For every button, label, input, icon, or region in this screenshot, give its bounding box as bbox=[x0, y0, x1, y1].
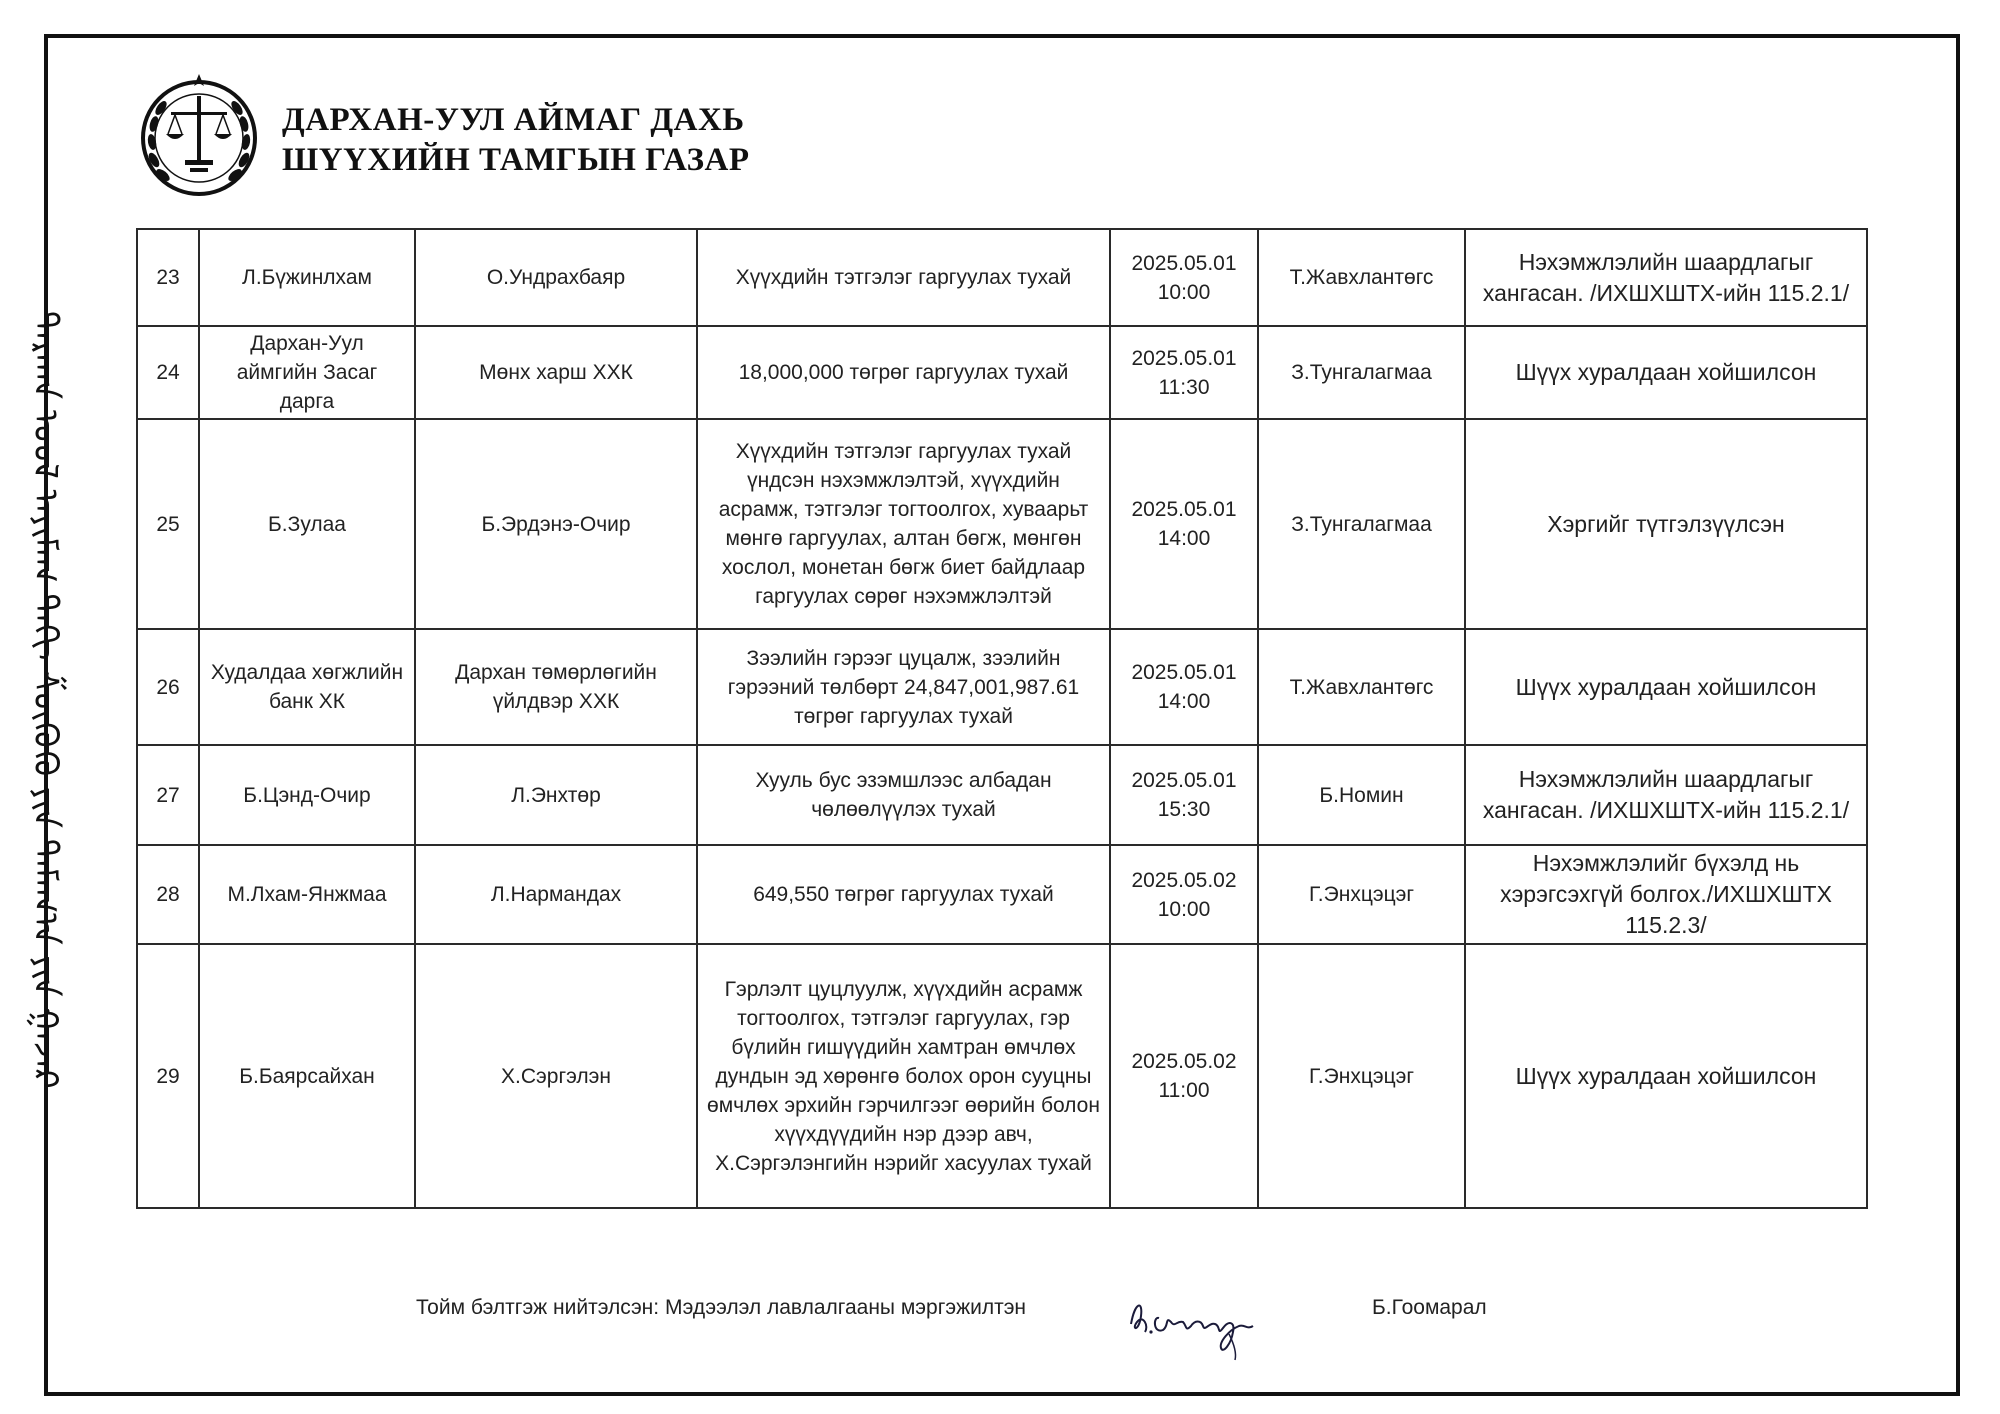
hearing-time: 11:00 bbox=[1158, 1079, 1210, 1102]
plaintiff-cell: Б.Цэнд-Очир bbox=[199, 745, 415, 845]
hearing-date: 2025.05.02 bbox=[1131, 1050, 1237, 1073]
table-row bbox=[137, 745, 1867, 845]
case-number-cell: 26 bbox=[137, 629, 199, 745]
result-cell: Нэхэмжлэлийн шаардлагыг хангасан. /ИХШХШТХ-ийн 115.2.1/ bbox=[1465, 745, 1867, 845]
claim-cell: Хүүхдийн тэтгэлэг гаргуулах тухай үндсэн нэхэмжлэлтэй, хүүхдийн асрамж, тэтгэлэг тогтоолгох, хуваарьт мөнгө гаргуулах, алтан бөгж, мөнгөн хослол, монетан бөгж биет байдлаар гаргуулах сөрөг нэхэмжлэлтэй bbox=[697, 419, 1110, 629]
plaintiff-cell: Б.Зулаа bbox=[199, 419, 415, 629]
preparer-name: Б.Гоомарал bbox=[1372, 1296, 1487, 1319]
table-body bbox=[137, 229, 1867, 1208]
defendant-cell: Х.Сэргэлэн bbox=[415, 944, 697, 1208]
judge-cell: З.Тунгалагмаа bbox=[1258, 326, 1465, 419]
mongolian-script-banner bbox=[8, 225, 82, 1175]
case-number-cell: 29 bbox=[137, 944, 199, 1208]
result-cell: Нэхэмжлэлийг бүхэлд нь хэрэгсэхгүй болгох./ИХШХШТХ 115.2.3/ bbox=[1465, 845, 1867, 944]
result-cell: Хэргийг түтгэлзүүлсэн bbox=[1465, 419, 1867, 629]
defendant-cell: Б.Эрдэнэ-Очир bbox=[415, 419, 697, 629]
plaintiff-cell: Худалдаа хөгжлийн банк ХК bbox=[199, 629, 415, 745]
hearing-datetime-cell bbox=[1110, 326, 1258, 419]
result-cell: Нэхэмжлэлийн шаардлагыг хангасан. /ИХШХШТХ-ийн 115.2.1/ bbox=[1465, 229, 1867, 326]
hearing-time: 15:30 bbox=[1157, 798, 1211, 821]
judge-cell: Г.Энхцэцэг bbox=[1258, 845, 1465, 944]
table-row bbox=[137, 944, 1867, 1208]
claim-cell: Гэрлэлт цуцлуулж, хүүхдийн асрамж тогтоолгох, тэтгэлэг гаргуулах, гэр бүлийн гишүүдийн хамтран өмчлөх дундын эд хөрөнгө болох орон сууцны өмчлөх эрхийн гэрчилгээг өөрийн болон хүүхдүүдийн нэр дээр авч, Х.Сэргэлэнгийн нэрийг хасуулах тухай bbox=[697, 944, 1110, 1208]
case-number-cell: 24 bbox=[137, 326, 199, 419]
hearing-date: 2025.05.01 bbox=[1131, 769, 1237, 792]
judge-cell: Т.Жавхлантөгс bbox=[1258, 229, 1465, 326]
claim-cell: 649,550 төгрөг гаргуулах тухай bbox=[697, 845, 1110, 944]
plaintiff-cell: Дархан-Уул аймгийн Засаг дарга bbox=[199, 326, 415, 419]
defendant-cell: О.Ундрахбаяр bbox=[415, 229, 697, 326]
hearing-time: 14:00 bbox=[1157, 527, 1211, 550]
judge-cell: Г.Энхцэцэг bbox=[1258, 944, 1465, 1208]
plaintiff-cell: М.Лхам-Янжмаа bbox=[199, 845, 415, 944]
hearing-datetime-cell bbox=[1110, 419, 1258, 629]
hearing-time: 14:00 bbox=[1157, 690, 1211, 713]
organization-title-line1: ДАРХАН-УУЛ АЙМАГ ДАХЬ bbox=[282, 102, 745, 138]
table-row bbox=[137, 629, 1867, 745]
defendant-cell: Л.Энхтөр bbox=[415, 745, 697, 845]
plaintiff-cell: Л.Бүжинлхам bbox=[199, 229, 415, 326]
table-row bbox=[137, 845, 1867, 944]
judge-cell: Т.Жавхлантөгс bbox=[1258, 629, 1465, 745]
case-number-cell: 28 bbox=[137, 845, 199, 944]
hearing-time: 11:30 bbox=[1158, 375, 1210, 399]
hearing-datetime-cell bbox=[1110, 229, 1258, 326]
hearing-date: 2025.05.01 bbox=[1131, 498, 1237, 521]
organization-title bbox=[282, 100, 749, 180]
mongolian-script-text: ᠳᠠᠷᠬᠠᠨ ᠤᠤᠯ ᠠᠶᠢᠮᠠᠭ ᠳᠠᠬᠢ ᠱᠦᠭᠦᠬᠦ ᠶᠢᠨ ᠲᠠᠮᠠᠭ᠎ᠠ ᠶᠢᠨ ᠭᠠᠵᠠᠷ bbox=[25, 311, 65, 1089]
defendant-cell: Л.Нармандах bbox=[415, 845, 697, 944]
claim-cell: Хүүхдийн тэтгэлэг гаргуулах тухай bbox=[697, 229, 1110, 326]
case-number-cell: 27 bbox=[137, 745, 199, 845]
handwritten-signature bbox=[1125, 1282, 1285, 1362]
hearing-time: 10:00 bbox=[1157, 280, 1211, 304]
result-cell: Шүүх хуралдаан хойшилсон bbox=[1465, 326, 1867, 419]
hearing-date: 2025.05.01 bbox=[1131, 346, 1237, 370]
defendant-cell: Дархан төмөрлөгийн үйлдвэр ХХК bbox=[415, 629, 697, 745]
case-number-cell: 23 bbox=[137, 229, 199, 326]
hearing-date: 2025.05.01 bbox=[1131, 251, 1237, 275]
judge-cell: З.Тунгалагмаа bbox=[1258, 419, 1465, 629]
result-cell: Шүүх хуралдаан хойшилсон bbox=[1465, 944, 1867, 1208]
claim-cell: Зээлийн гэрээг цуцалж, зээлийн гэрээний төлбөрт 24,847,001,987.61 төгрөг гаргуулах тухай bbox=[697, 629, 1110, 745]
hearing-datetime-cell bbox=[1110, 845, 1258, 944]
hearing-datetime-cell bbox=[1110, 944, 1258, 1208]
judge-cell: Б.Номин bbox=[1258, 745, 1465, 845]
table-row bbox=[137, 229, 1867, 326]
table-row bbox=[137, 326, 1867, 419]
hearing-date: 2025.05.02 bbox=[1131, 868, 1237, 892]
defendant-cell: Мөнх харш ХХК bbox=[415, 326, 697, 419]
organization-title-line2: ШҮҮХИЙН ТАМГЫН ГАЗАР bbox=[282, 142, 750, 178]
plaintiff-cell: Б.Баярсайхан bbox=[199, 944, 415, 1208]
case-number-cell: 25 bbox=[137, 419, 199, 629]
table-row bbox=[137, 419, 1867, 629]
claim-cell: Хууль бус эзэмшлээс албадан чөлөөлүүлэх тухай bbox=[697, 745, 1110, 845]
result-cell: Шүүх хуралдаан хойшилсон bbox=[1465, 629, 1867, 745]
court-cases-table bbox=[136, 228, 1868, 1209]
hearing-datetime-cell bbox=[1110, 629, 1258, 745]
prepared-by-text: Тойм бэлтгэж нийтэлсэн: Мэдээлэл лавлалгааны мэргэжилтэн bbox=[416, 1296, 1027, 1319]
court-emblem-icon bbox=[138, 68, 260, 206]
claim-cell: 18,000,000 төгрөг гаргуулах тухай bbox=[697, 326, 1110, 419]
hearing-datetime-cell bbox=[1110, 745, 1258, 845]
hearing-time: 10:00 bbox=[1157, 897, 1211, 921]
hearing-date: 2025.05.01 bbox=[1131, 661, 1237, 684]
